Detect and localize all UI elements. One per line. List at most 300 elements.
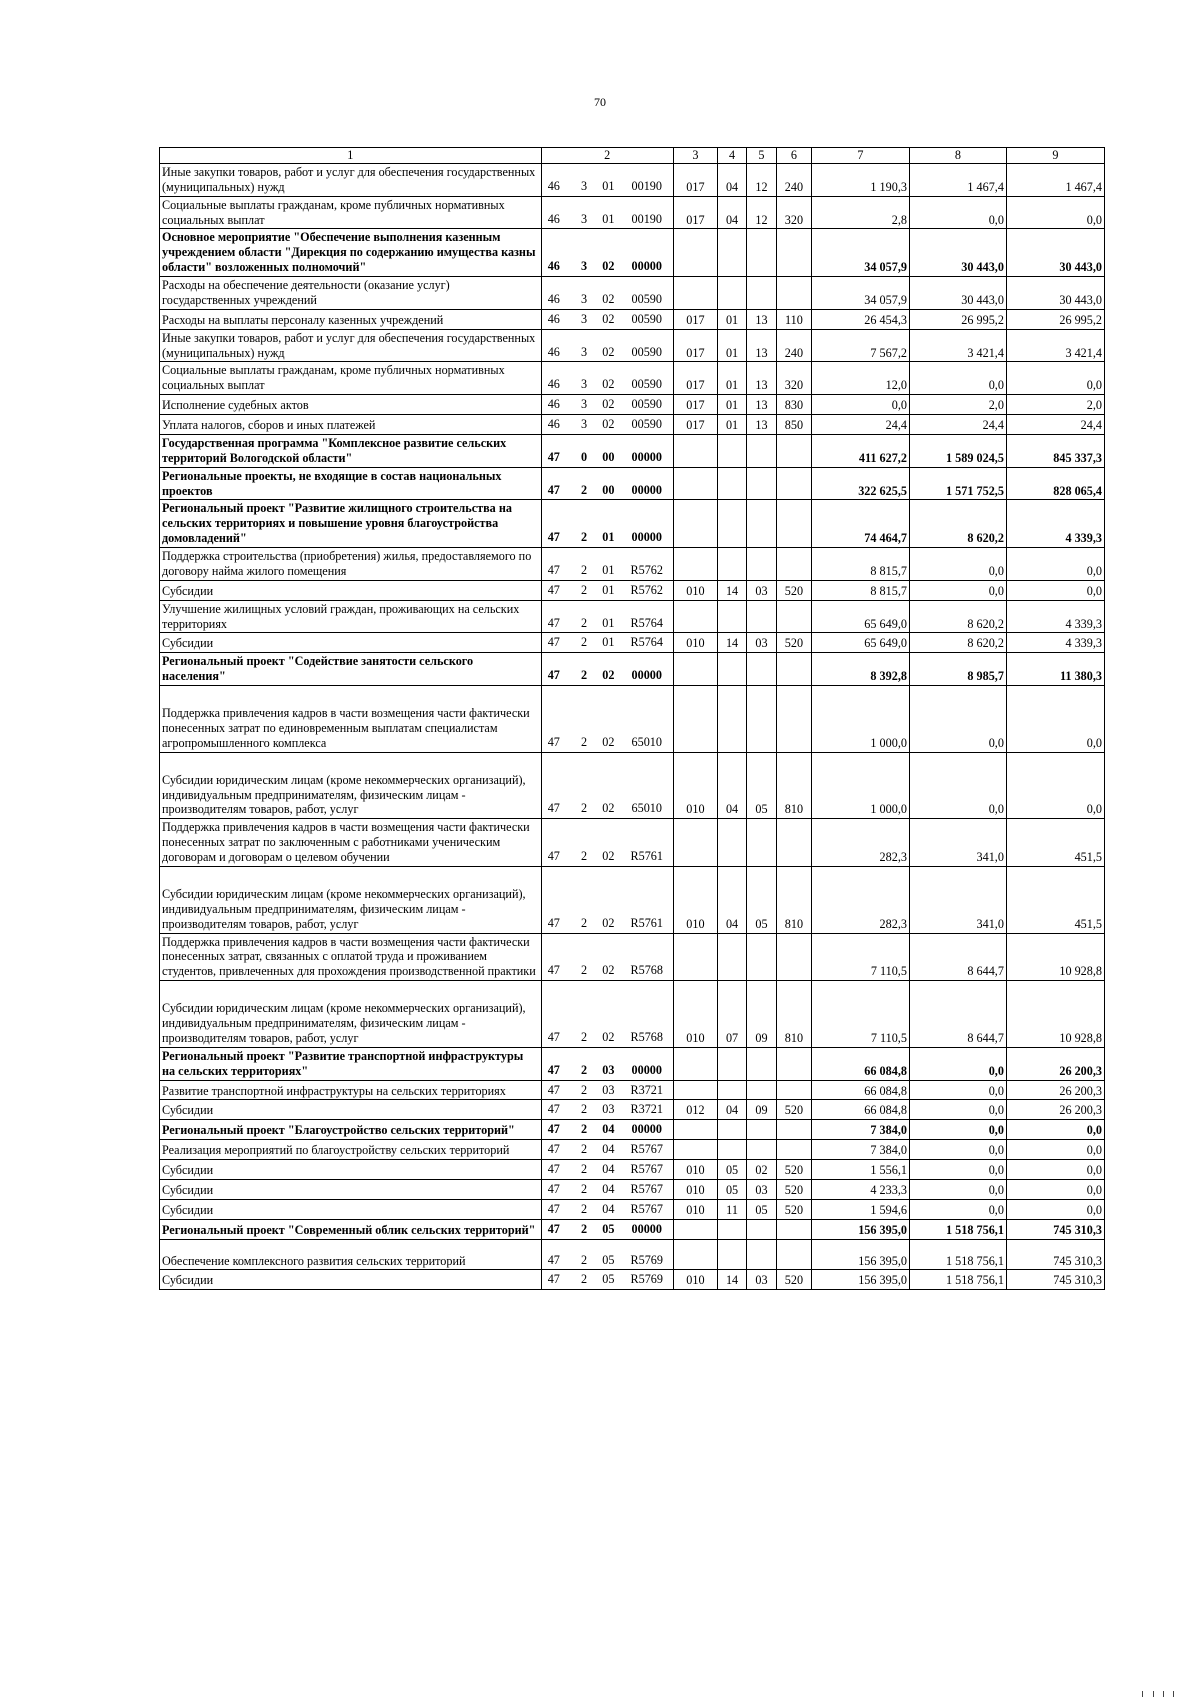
amount-col-7: 1 000,0 <box>811 752 909 819</box>
table-row <box>160 1100 1105 1120</box>
code-event: 02 <box>602 291 615 306</box>
code-subprogram: 3 <box>581 397 588 412</box>
amount-col-8: 1 571 752,5 <box>909 467 1006 500</box>
code-program: 46 <box>547 259 560 274</box>
header-col-7: 7 <box>811 148 909 164</box>
grbs-code: 017 <box>673 362 717 395</box>
amount-col-8: 8 620,2 <box>909 600 1006 633</box>
amount-col-7: 24,4 <box>811 415 909 435</box>
code-direction: 00590 <box>631 344 662 359</box>
amount-col-9: 30 443,0 <box>1006 229 1104 277</box>
code-direction: R5767 <box>630 1142 663 1157</box>
code-event: 04 <box>602 1122 615 1137</box>
target-article-code <box>541 1080 673 1100</box>
expense-type-code: 810 <box>776 981 811 1048</box>
row-name: Иные закупки товаров, работ и услуг для обеспечения государственных (муниципальных) нужд <box>160 163 542 196</box>
section-code: 14 <box>718 580 747 600</box>
amount-col-9: 0,0 <box>1006 1199 1104 1219</box>
target-article-code <box>541 415 673 435</box>
amount-col-7: 8 815,7 <box>811 580 909 600</box>
amount-col-8: 30 443,0 <box>909 229 1006 277</box>
table-row <box>160 415 1105 435</box>
amount-col-7: 66 084,8 <box>811 1047 909 1080</box>
amount-col-8: 0,0 <box>909 580 1006 600</box>
code-subprogram: 3 <box>581 259 588 274</box>
target-article-code <box>541 1239 673 1270</box>
target-article-code <box>541 600 673 633</box>
amount-col-7: 282,3 <box>811 866 909 933</box>
budget-table <box>159 147 1105 1290</box>
subsection-code <box>746 600 776 633</box>
amount-col-8: 1 518 756,1 <box>909 1219 1006 1239</box>
code-event: 04 <box>602 1142 615 1157</box>
table-row <box>160 1199 1105 1219</box>
code-event: 02 <box>602 849 615 863</box>
code-event: 00 <box>602 449 615 464</box>
code-subprogram: 2 <box>581 801 588 816</box>
amount-col-8: 0,0 <box>909 1160 1006 1180</box>
section-code: 11 <box>718 1199 747 1219</box>
code-direction: 00000 <box>631 1122 662 1137</box>
amount-col-7: 4 233,3 <box>811 1179 909 1199</box>
amount-col-7: 66 084,8 <box>811 1080 909 1100</box>
code-direction: 00000 <box>631 668 662 683</box>
target-article-code <box>541 981 673 1048</box>
amount-col-7: 411 627,2 <box>811 434 909 467</box>
code-subprogram: 2 <box>581 482 588 497</box>
grbs-code <box>673 500 717 548</box>
header-col-4: 4 <box>718 148 747 164</box>
grbs-code <box>673 653 717 686</box>
code-event: 02 <box>602 259 615 274</box>
scan-edge-mark <box>1142 1691 1185 1697</box>
row-name: Социальные выплаты гражданам, кроме публичных нормативных социальных выплат <box>160 362 542 395</box>
section-code <box>718 1047 747 1080</box>
row-name: Поддержка привлечения кадров в части возмещения части фактически понесенных затрат, связанных с оплатой труда и проживанием студентов, привлеченных для прохождения производственной практики <box>160 933 542 981</box>
grbs-code <box>673 819 717 867</box>
target-article-code <box>541 196 673 229</box>
grbs-code <box>673 467 717 500</box>
row-name: Улучшение жилищных условий граждан, проживающих на сельских территориях <box>160 600 542 633</box>
subsection-code <box>746 548 776 581</box>
code-program: 47 <box>547 734 560 749</box>
amount-col-7: 1 556,1 <box>811 1160 909 1180</box>
code-direction: R5762 <box>630 582 663 597</box>
code-subprogram: 2 <box>581 562 588 577</box>
code-subprogram: 2 <box>581 1062 588 1077</box>
subsection-code: 12 <box>746 163 776 196</box>
expense-type-code <box>776 933 811 981</box>
target-article-code <box>541 1047 673 1080</box>
code-direction: R5764 <box>630 635 663 650</box>
amount-col-7: 7 110,5 <box>811 933 909 981</box>
table-row <box>160 277 1105 310</box>
section-code <box>718 229 747 277</box>
amount-col-9: 451,5 <box>1006 866 1104 933</box>
code-direction: 00000 <box>631 482 662 497</box>
expense-type-code: 810 <box>776 752 811 819</box>
amount-col-9: 0,0 <box>1006 1160 1104 1180</box>
amount-col-8: 0,0 <box>909 1140 1006 1160</box>
code-subprogram: 2 <box>581 668 588 683</box>
target-article-code <box>541 309 673 329</box>
header-col-9: 9 <box>1006 148 1104 164</box>
code-event: 01 <box>602 582 615 597</box>
code-program: 47 <box>547 801 560 816</box>
subsection-code: 03 <box>746 580 776 600</box>
code-event: 03 <box>602 1102 615 1117</box>
code-subprogram: 2 <box>581 1082 588 1097</box>
code-subprogram: 3 <box>581 377 588 392</box>
code-event: 05 <box>602 1272 615 1287</box>
section-code <box>718 500 747 548</box>
grbs-code: 017 <box>673 196 717 229</box>
grbs-code <box>673 1239 717 1270</box>
code-subprogram: 0 <box>581 449 588 464</box>
expense-type-code <box>776 1239 811 1270</box>
section-code: 04 <box>718 866 747 933</box>
code-event: 00 <box>602 482 615 497</box>
grbs-code <box>673 1047 717 1080</box>
subsection-code: 13 <box>746 395 776 415</box>
section-code <box>718 600 747 633</box>
subsection-code <box>746 1239 776 1270</box>
subsection-code: 05 <box>746 1199 776 1219</box>
table-row <box>160 309 1105 329</box>
section-code <box>718 467 747 500</box>
expense-type-code: 520 <box>776 1100 811 1120</box>
subsection-code <box>746 434 776 467</box>
amount-col-7: 8 815,7 <box>811 548 909 581</box>
section-code <box>718 1239 747 1270</box>
amount-col-7: 0,0 <box>811 395 909 415</box>
table-row <box>160 395 1105 415</box>
grbs-code <box>673 229 717 277</box>
code-direction: 00000 <box>631 1062 662 1077</box>
code-program: 47 <box>547 449 560 464</box>
row-name: Поддержка строительства (приобретения) жилья, предоставляемого по договору найма жилого помещения <box>160 548 542 581</box>
section-code <box>718 819 747 867</box>
code-program: 46 <box>547 417 560 431</box>
code-event: 02 <box>602 311 615 326</box>
amount-col-7: 7 384,0 <box>811 1140 909 1160</box>
table-row <box>160 752 1105 819</box>
table-row <box>160 1219 1105 1239</box>
subsection-code <box>746 1219 776 1239</box>
subsection-code <box>746 1080 776 1100</box>
table-row <box>160 229 1105 277</box>
subsection-code: 03 <box>746 633 776 653</box>
code-event: 02 <box>602 397 615 412</box>
code-direction: 00000 <box>631 259 662 274</box>
amount-col-8: 1 518 756,1 <box>909 1239 1006 1270</box>
subsection-code: 02 <box>746 1160 776 1180</box>
code-subprogram: 2 <box>581 1272 588 1287</box>
table-row <box>160 196 1105 229</box>
code-event: 02 <box>602 1029 615 1044</box>
amount-col-7: 74 464,7 <box>811 500 909 548</box>
subsection-code <box>746 1140 776 1160</box>
code-program: 47 <box>547 1181 560 1196</box>
amount-col-7: 8 392,8 <box>811 653 909 686</box>
amount-col-9: 10 928,8 <box>1006 981 1104 1048</box>
expense-type-code <box>776 1047 811 1080</box>
code-direction: R5769 <box>630 1272 663 1287</box>
row-name: Иные закупки товаров, работ и услуг для обеспечения государственных (муниципальных) нужд <box>160 329 542 362</box>
target-article-code <box>541 933 673 981</box>
subsection-code: 05 <box>746 752 776 819</box>
code-event: 02 <box>602 734 615 749</box>
amount-col-7: 2,8 <box>811 196 909 229</box>
subsection-code <box>746 277 776 310</box>
amount-col-9: 26 200,3 <box>1006 1100 1104 1120</box>
expense-type-code <box>776 1080 811 1100</box>
target-article-code <box>541 500 673 548</box>
subsection-code: 09 <box>746 981 776 1048</box>
code-event: 01 <box>602 178 615 193</box>
expense-type-code <box>776 548 811 581</box>
subsection-code: 13 <box>746 415 776 435</box>
amount-col-8: 8 644,7 <box>909 933 1006 981</box>
code-direction: R3721 <box>630 1082 663 1097</box>
subsection-code: 13 <box>746 309 776 329</box>
row-name: Расходы на обеспечение деятельности (оказание услуг) государственных учреждений <box>160 277 542 310</box>
grbs-code: 010 <box>673 1199 717 1219</box>
expense-type-code <box>776 819 811 867</box>
amount-col-7: 1 190,3 <box>811 163 909 196</box>
code-program: 47 <box>547 1102 560 1117</box>
code-event: 05 <box>602 1221 615 1236</box>
subsection-code: 05 <box>746 866 776 933</box>
amount-col-8: 8 620,2 <box>909 633 1006 653</box>
header-col-5: 5 <box>746 148 776 164</box>
section-code: 04 <box>718 163 747 196</box>
grbs-code <box>673 434 717 467</box>
code-event: 02 <box>602 801 615 816</box>
amount-col-9: 1 467,4 <box>1006 163 1104 196</box>
grbs-code: 010 <box>673 1179 717 1199</box>
subsection-code: 13 <box>746 362 776 395</box>
grbs-code: 010 <box>673 1160 717 1180</box>
grbs-code: 017 <box>673 395 717 415</box>
row-name: Субсидии <box>160 633 542 653</box>
row-name: Субсидии <box>160 1199 542 1219</box>
code-direction: R5768 <box>630 1029 663 1044</box>
target-article-code <box>541 277 673 310</box>
code-direction: R5767 <box>630 1162 663 1176</box>
amount-col-8: 8 644,7 <box>909 981 1006 1048</box>
code-subprogram: 2 <box>581 963 588 978</box>
table-body <box>160 163 1105 1289</box>
target-article-code <box>541 686 673 753</box>
target-article-code <box>541 548 673 581</box>
code-direction: R5767 <box>630 1201 663 1216</box>
amount-col-7: 156 395,0 <box>811 1270 909 1290</box>
code-subprogram: 2 <box>581 734 588 749</box>
amount-col-8: 24,4 <box>909 415 1006 435</box>
expense-type-code <box>776 653 811 686</box>
section-code <box>718 434 747 467</box>
table-row <box>160 163 1105 196</box>
code-direction: 00590 <box>631 291 662 306</box>
code-program: 47 <box>547 915 560 930</box>
grbs-code <box>673 686 717 753</box>
section-code: 01 <box>718 415 747 435</box>
code-program: 47 <box>547 562 560 577</box>
amount-col-9: 24,4 <box>1006 415 1104 435</box>
expense-type-code: 850 <box>776 415 811 435</box>
expense-type-code: 240 <box>776 163 811 196</box>
code-subprogram: 3 <box>581 344 588 359</box>
table-row <box>160 1140 1105 1160</box>
code-event: 01 <box>602 562 615 577</box>
row-name: Социальные выплаты гражданам, кроме публичных нормативных социальных выплат <box>160 196 542 229</box>
section-code: 04 <box>718 196 747 229</box>
grbs-code <box>673 277 717 310</box>
code-subprogram: 2 <box>581 635 588 650</box>
table-row <box>160 467 1105 500</box>
table-row <box>160 500 1105 548</box>
code-event: 02 <box>602 668 615 683</box>
amount-col-8: 3 421,4 <box>909 329 1006 362</box>
target-article-code <box>541 434 673 467</box>
code-direction: 00190 <box>631 178 662 193</box>
code-subprogram: 2 <box>581 1102 588 1117</box>
amount-col-8: 1 518 756,1 <box>909 1270 1006 1290</box>
code-program: 47 <box>547 1062 560 1077</box>
amount-col-9: 26 200,3 <box>1006 1047 1104 1080</box>
code-direction: 00590 <box>631 417 662 431</box>
amount-col-9: 0,0 <box>1006 1120 1104 1140</box>
code-program: 47 <box>547 668 560 683</box>
table-row <box>160 1239 1105 1270</box>
section-code <box>718 1120 747 1140</box>
amount-col-7: 34 057,9 <box>811 229 909 277</box>
code-event: 01 <box>602 635 615 650</box>
code-event: 01 <box>602 211 615 226</box>
code-program: 47 <box>547 1201 560 1216</box>
row-name: Расходы на выплаты персоналу казенных учреждений <box>160 309 542 329</box>
row-name: Основное мероприятие "Обеспечение выполнения казенным учреждением области "Дирекция по содержанию имущества казны области" возложенных полномочий" <box>160 229 542 277</box>
subsection-code <box>746 229 776 277</box>
section-code <box>718 277 747 310</box>
amount-col-8: 2,0 <box>909 395 1006 415</box>
table-row <box>160 434 1105 467</box>
subsection-code <box>746 933 776 981</box>
grbs-code: 017 <box>673 329 717 362</box>
table-row <box>160 329 1105 362</box>
code-event: 03 <box>602 1062 615 1077</box>
section-code <box>718 1080 747 1100</box>
section-code: 01 <box>718 309 747 329</box>
amount-col-8: 1 467,4 <box>909 163 1006 196</box>
amount-col-8: 0,0 <box>909 686 1006 753</box>
row-name: Региональный проект "Развитие жилищного строительства на сельских территориях и повышение уровня благоустройства домовладений" <box>160 500 542 548</box>
target-article-code <box>541 1100 673 1120</box>
code-event: 02 <box>602 963 615 978</box>
target-article-code <box>541 1199 673 1219</box>
code-subprogram: 2 <box>581 915 588 930</box>
expense-type-code <box>776 1120 811 1140</box>
target-article-code <box>541 866 673 933</box>
amount-col-7: 156 395,0 <box>811 1219 909 1239</box>
grbs-code: 017 <box>673 163 717 196</box>
table-row <box>160 600 1105 633</box>
row-name: Обеспечение комплексного развития сельских территорий <box>160 1239 542 1270</box>
subsection-code: 03 <box>746 1270 776 1290</box>
row-name: Региональный проект "Развитие транспортной инфраструктуры на сельских территориях" <box>160 1047 542 1080</box>
row-name: Субсидии <box>160 580 542 600</box>
amount-col-8: 341,0 <box>909 819 1006 867</box>
grbs-code: 010 <box>673 866 717 933</box>
code-program: 47 <box>547 482 560 497</box>
amount-col-8: 0,0 <box>909 1199 1006 1219</box>
row-name: Уплата налогов, сборов и иных платежей <box>160 415 542 435</box>
subsection-code <box>746 467 776 500</box>
section-code: 14 <box>718 633 747 653</box>
target-article-code <box>541 752 673 819</box>
subsection-code <box>746 819 776 867</box>
expense-type-code: 830 <box>776 395 811 415</box>
amount-col-9: 0,0 <box>1006 1140 1104 1160</box>
code-program: 47 <box>547 1082 560 1097</box>
code-direction: 00190 <box>631 211 662 226</box>
grbs-code: 012 <box>673 1100 717 1120</box>
header-row <box>160 148 1105 164</box>
table-row <box>160 866 1105 933</box>
amount-col-7: 12,0 <box>811 362 909 395</box>
expense-type-code: 520 <box>776 1179 811 1199</box>
target-article-code <box>541 1219 673 1239</box>
amount-col-9: 2,0 <box>1006 395 1104 415</box>
expense-type-code: 320 <box>776 196 811 229</box>
amount-col-9: 451,5 <box>1006 819 1104 867</box>
section-code: 01 <box>718 362 747 395</box>
code-program: 47 <box>547 1162 560 1176</box>
code-subprogram: 3 <box>581 291 588 306</box>
amount-col-9: 26 200,3 <box>1006 1080 1104 1100</box>
amount-col-7: 7 110,5 <box>811 981 909 1048</box>
table-row <box>160 1120 1105 1140</box>
amount-col-7: 322 625,5 <box>811 467 909 500</box>
section-code: 04 <box>718 1100 747 1120</box>
table-row <box>160 1160 1105 1180</box>
amount-col-9: 4 339,3 <box>1006 500 1104 548</box>
grbs-code: 017 <box>673 415 717 435</box>
amount-col-8: 341,0 <box>909 866 1006 933</box>
row-name: Субсидии <box>160 1179 542 1199</box>
grbs-code: 010 <box>673 1270 717 1290</box>
grbs-code <box>673 1219 717 1239</box>
amount-col-7: 282,3 <box>811 819 909 867</box>
expense-type-code: 520 <box>776 1199 811 1219</box>
row-name: Субсидии <box>160 1160 542 1180</box>
table-row <box>160 1047 1105 1080</box>
amount-col-8: 1 589 024,5 <box>909 434 1006 467</box>
amount-col-7: 1 594,6 <box>811 1199 909 1219</box>
section-code: 07 <box>718 981 747 1048</box>
target-article-code <box>541 467 673 500</box>
code-event: 05 <box>602 1252 615 1267</box>
code-subprogram: 2 <box>581 1252 588 1267</box>
grbs-code: 010 <box>673 580 717 600</box>
amount-col-9: 4 339,3 <box>1006 633 1104 653</box>
code-direction: R5762 <box>630 562 663 577</box>
grbs-code: 010 <box>673 752 717 819</box>
amount-col-7: 7 567,2 <box>811 329 909 362</box>
amount-col-9: 745 310,3 <box>1006 1239 1104 1270</box>
expense-type-code: 240 <box>776 329 811 362</box>
